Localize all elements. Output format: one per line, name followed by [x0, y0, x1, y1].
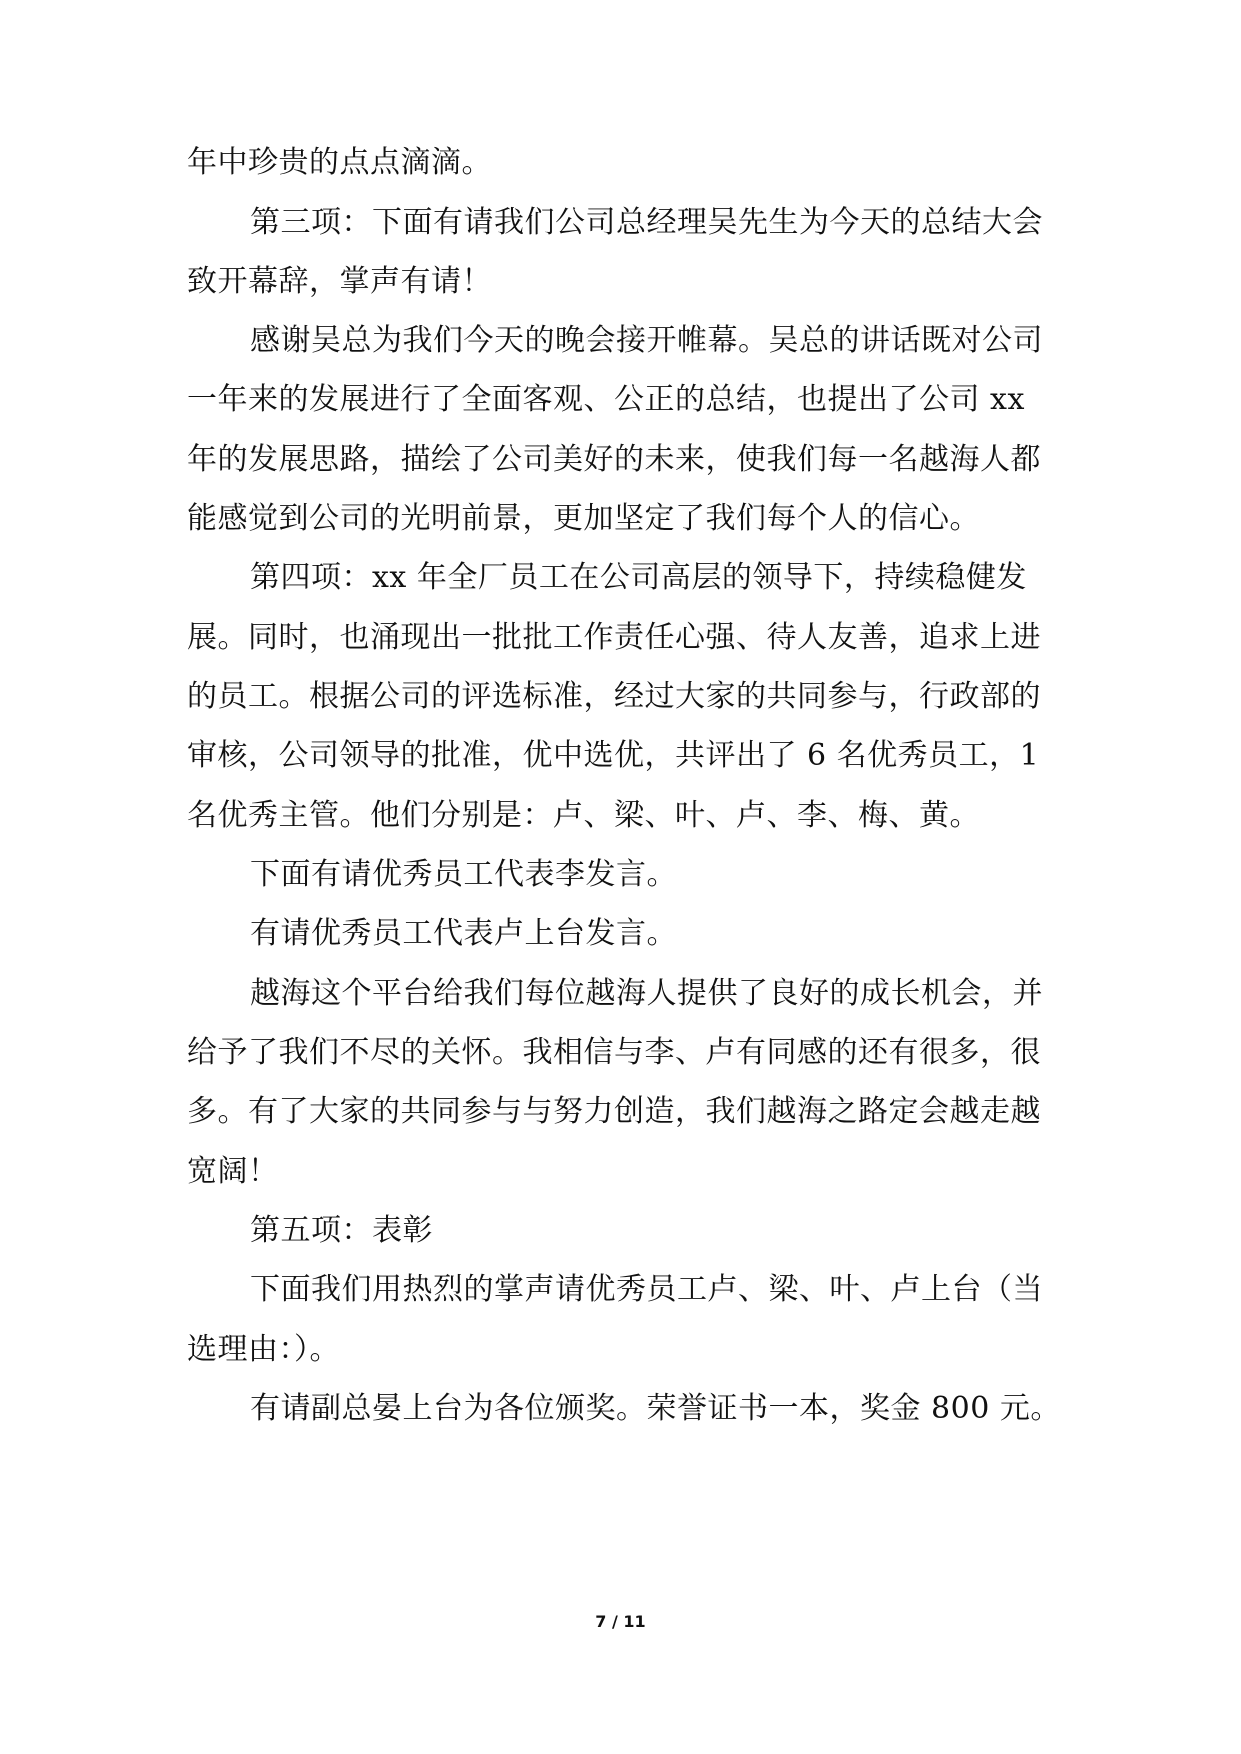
text-line: 第三项：下面有请我们公司总经理吴先生为今天的总结大会	[250, 205, 1043, 240]
text-line: 感谢吴总为我们今天的晚会接开帷幕。吴总的讲话既对公司	[250, 323, 1043, 358]
text-line: 年的发展思路，描绘了公司美好的未来，使我们每一名越海人都	[187, 442, 1041, 477]
text-line: 有请优秀员工代表卢上台发言。	[250, 916, 677, 951]
text-line: 展。同时，也涌现出一批批工作责任心强、待人友善，追求上进	[187, 620, 1041, 655]
text-line: 第五项：表彰	[250, 1213, 433, 1248]
text-line: 下面我们用热烈的掌声请优秀员工卢、梁、叶、卢上台（当	[250, 1272, 1043, 1307]
text-line: 宽阔！	[187, 1154, 279, 1189]
text-line: 的员工。根据公司的评选标准，经过大家的共同参与，行政部的	[187, 679, 1041, 714]
text-line: 审核，公司领导的批准，优中选优，共评出了 6 名优秀员工，1	[187, 738, 1040, 773]
text-line: 多。有了大家的共同参与与努力创造，我们越海之路定会越走越	[187, 1094, 1041, 1129]
text-line: 给予了我们不尽的关怀。我相信与李、卢有同感的还有很多，很	[187, 1035, 1041, 1070]
text-line: 选理由：）。	[187, 1332, 340, 1367]
text-line: 下面有请优秀员工代表李发言。	[250, 857, 677, 892]
text-line: 越海这个平台给我们每位越海人提供了良好的成长机会，并	[250, 976, 1043, 1011]
text-line: 年中珍贵的点点滴滴。	[187, 145, 492, 180]
text-line: 名优秀主管。他们分别是：卢、梁、叶、卢、李、梅、黄。	[187, 798, 980, 833]
text-line: 第四项：xx 年全厂员工在公司高层的领导下，持续稳健发	[250, 560, 1027, 595]
text-line: 致开幕辞，掌声有请！	[187, 264, 492, 299]
page-number: 7 / 11	[595, 1612, 646, 1631]
text-line: 一年来的发展进行了全面客观、公正的总结，也提出了公司 xx	[187, 382, 1025, 417]
text-line: 有请副总晏上台为各位颁奖。荣誉证书一本，奖金 800 元。	[250, 1391, 1061, 1426]
text-line: 能感觉到公司的光明前景，更加坚定了我们每个人的信心。	[187, 501, 980, 536]
